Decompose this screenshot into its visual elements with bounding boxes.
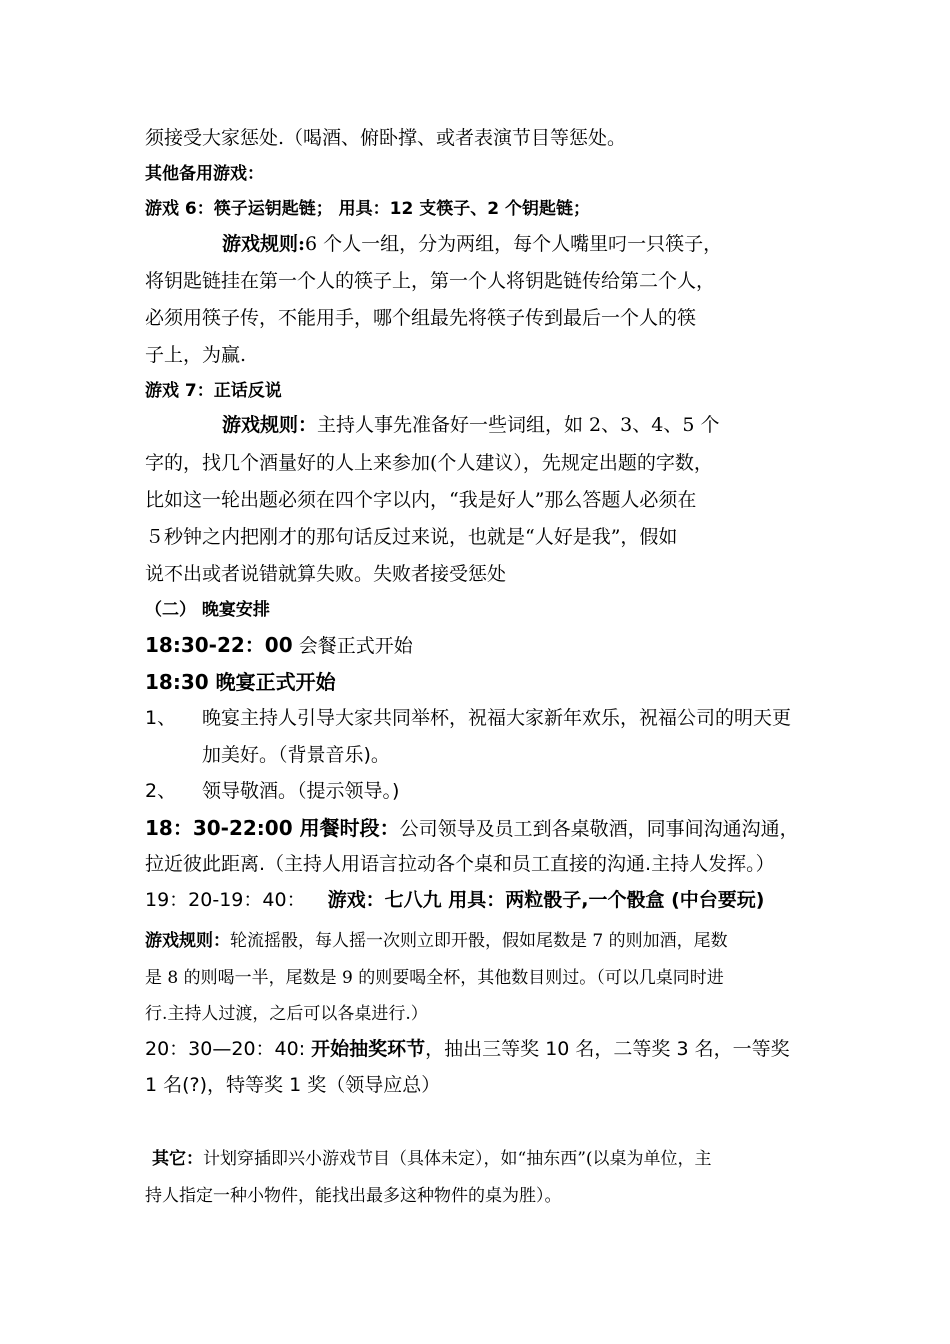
paragraph-line: 行.主持人过渡，之后可以各桌进行.） xyxy=(145,1004,428,1024)
paragraph-line: 比如这一轮出题必须在四个字以内，“我是好人”那么答题人必须在 xyxy=(145,489,697,511)
other-label: 其它： xyxy=(152,1149,203,1169)
game-7-heading: 游戏 7：正话反说 xyxy=(145,381,282,401)
list-item-text: 晚宴主持人引导大家共同举杯，祝福大家新年欢乐，祝福公司的明天更 xyxy=(202,707,792,729)
list-item-text: 加美好。（背景音乐)。 xyxy=(202,744,390,766)
time-range: 18：30-22:00 用餐时段： xyxy=(145,816,400,840)
rules-text: 轮流摇骰，每人摇一次则立即开骰，假如尾数是 7 的则加酒，尾数 xyxy=(230,931,728,951)
paragraph-line: 1 名(?)，特等奖 1 奖（领导应总） xyxy=(145,1074,441,1096)
time-range: 19：20-19：40： xyxy=(145,889,306,911)
paragraph-line: 必须用筷子传，不能用手，哪个组最先将筷子传到最后一个人的筷 xyxy=(145,307,697,329)
paragraph-line: 持人指定一种小物件，能找出最多这种物件的桌为胜）。 xyxy=(145,1186,562,1206)
rules-text: 主持人事先准备好一些词组，如 2、3、4、5 个 xyxy=(317,414,720,436)
rules-text: 6 个人一组，分为两组，每个人嘴里叼一只筷子， xyxy=(305,233,723,255)
list-item-number: 2、 xyxy=(145,780,177,802)
other-line xyxy=(152,1145,712,1173)
paragraph-line: 是 8 的则喝一半，尾数是 9 的则要喝全杯，其他数目则过。（可以几桌同时进 xyxy=(145,968,724,988)
list-item-number: 1、 xyxy=(145,707,177,729)
paragraph-line: 将钥匙链挂在第一个人的筷子上，第一个人将钥匙链传给第二个人， xyxy=(145,270,716,292)
schedule-text: ，抽出三等奖 10 名，二等奖 3 名，一等奖 xyxy=(425,1038,790,1060)
paragraph-line: 拉近彼此距离.（主持人用语言拉动各个桌和员工直接的沟通.主持人发挥。） xyxy=(145,853,775,875)
schedule-text: 公司领导及员工到各桌敬酒，同事间沟通沟通， xyxy=(399,818,799,840)
game-6-heading: 游戏 6：筷子运钥匙链； 用具：12 支筷子、2 个钥匙链； xyxy=(145,199,590,219)
paragraph-line: 子上，为赢. xyxy=(145,344,247,366)
game-heading: 游戏：七八九 用具：两粒骰子,一个骰盒 (中台要玩) xyxy=(327,889,765,911)
rules-label: 游戏规则： xyxy=(222,414,318,436)
paragraph-line: 须接受大家惩处.（喝酒、俯卧撑、或者表演节目等惩处。 xyxy=(145,127,627,149)
paragraph-line: 说不出或者说错就算失败。失败者接受惩处 xyxy=(145,563,507,585)
schedule-line xyxy=(145,886,764,914)
schedule-line xyxy=(145,814,799,843)
paragraph-line: ５秒钟之内把刚才的那句话反过来说，也就是“人好是我”，假如 xyxy=(145,526,678,548)
list-item-text: 领导敬酒。（提示领导。) xyxy=(202,780,400,802)
schedule-line xyxy=(145,631,413,660)
other-text: 计划穿插即兴小游戏节目（具体未定），如“抽东西”(以桌为单位，主 xyxy=(203,1149,712,1169)
schedule-text: 会餐正式开始 xyxy=(298,635,413,657)
schedule-line xyxy=(145,1035,790,1063)
time-range: 20：30—20：40: xyxy=(145,1038,306,1060)
paragraph-line: 字的，找几个酒量好的人上来参加(个人建议），先规定出题的字数， xyxy=(145,452,713,474)
schedule-heading: 18:30 晚宴正式开始 xyxy=(145,670,336,694)
time-range: 18:30-22：00 xyxy=(145,633,293,657)
section-heading: 其他备用游戏： xyxy=(145,164,264,184)
rules-label: 游戏规则: xyxy=(222,233,306,255)
game-7-rules-line xyxy=(222,411,719,439)
rules-label: 游戏规则： xyxy=(145,931,230,951)
section-2-heading: （二） 晚宴安排 xyxy=(145,600,270,620)
game-6-rules-line xyxy=(222,230,722,258)
schedule-bold: 开始抽奖环节 xyxy=(311,1038,426,1060)
rules-line xyxy=(145,927,728,955)
